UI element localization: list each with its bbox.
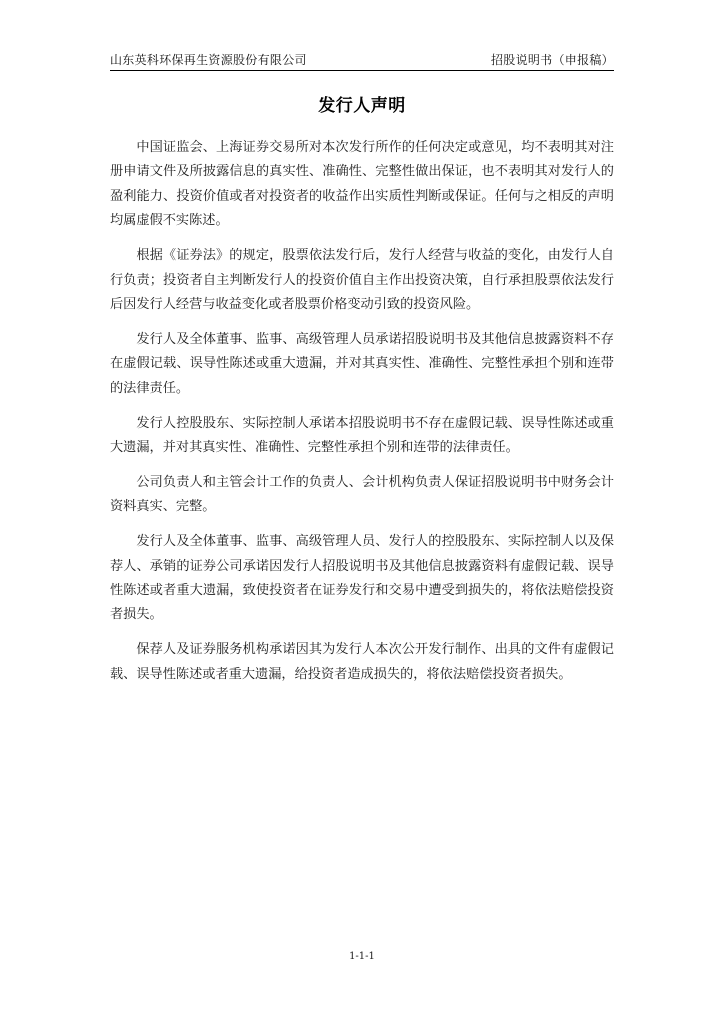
header-company-name: 山东英科环保再生资源股份有限公司 — [110, 53, 307, 67]
declaration-body — [110, 136, 614, 698]
page-number: 1-1-1 — [349, 951, 375, 962]
running-header — [110, 51, 614, 69]
paragraph-3: 发行人及全体董事、监事、高级管理人员承诺招股说明书及其他信息披露资料不存在虚假记载、误导性陈述或重大遗漏，并对其真实性、准确性、完整性承担个别和连带的法律责任。 — [110, 331, 614, 396]
paragraph-5: 公司负责人和主管会计工作的负责人、会计机构负责人保证招股说明书中财务会计资料真实、完整。 — [110, 474, 614, 515]
header-document-type: 招股说明书（申报稿） — [490, 53, 614, 67]
page-title: 发行人声明 — [318, 96, 406, 116]
paragraph-4: 发行人控股股东、实际控制人承诺本招股说明书不存在虚假记载、误导性陈述或重大遗漏，并对其真实性、准确性、完整性承担个别和连带的法律责任。 — [110, 415, 614, 455]
paragraph-1: 中国证监会、上海证券交易所对本次发行所作的任何决定或意见，均不表明其对注册申请文件及所披露信息的真实性、准确性、完整性做出保证，也不表明其对发行人的盈利能力、投资价值或者对投资者的收益作出实质性判断或保证。任何与之相反的声明均属虚假不实陈述。 — [110, 140, 614, 229]
paragraph-2: 根据《证券法》的规定，股票依法发行后，发行人经营与收益的变化，由发行人自行负责；投资者自主判断发行人的投资价值自主作出投资决策，自行承担股票依法发行后因发行人经营与收益变化或者股票价格变动引致的投资风险。 — [110, 248, 614, 312]
paragraph-6: 发行人及全体董事、监事、高级管理人员、发行人的控股股东、实际控制人以及保荐人、承销的证券公司承诺因发行人招股说明书及其他信息披露资料有虚假记载、误导性陈述或者重大遗漏，致使投资者在证券发行和交易中遭受到损失的，将依法赔偿投资者损失。 — [110, 534, 614, 623]
paragraph-7: 保荐人及证券服务机构承诺因其为发行人本次公开发行制作、出具的文件有虚假记载、误导性陈述或者重大遗漏，给投资者造成损失的，将依法赔偿投资者损失。 — [110, 642, 614, 682]
header-divider — [110, 70, 614, 71]
